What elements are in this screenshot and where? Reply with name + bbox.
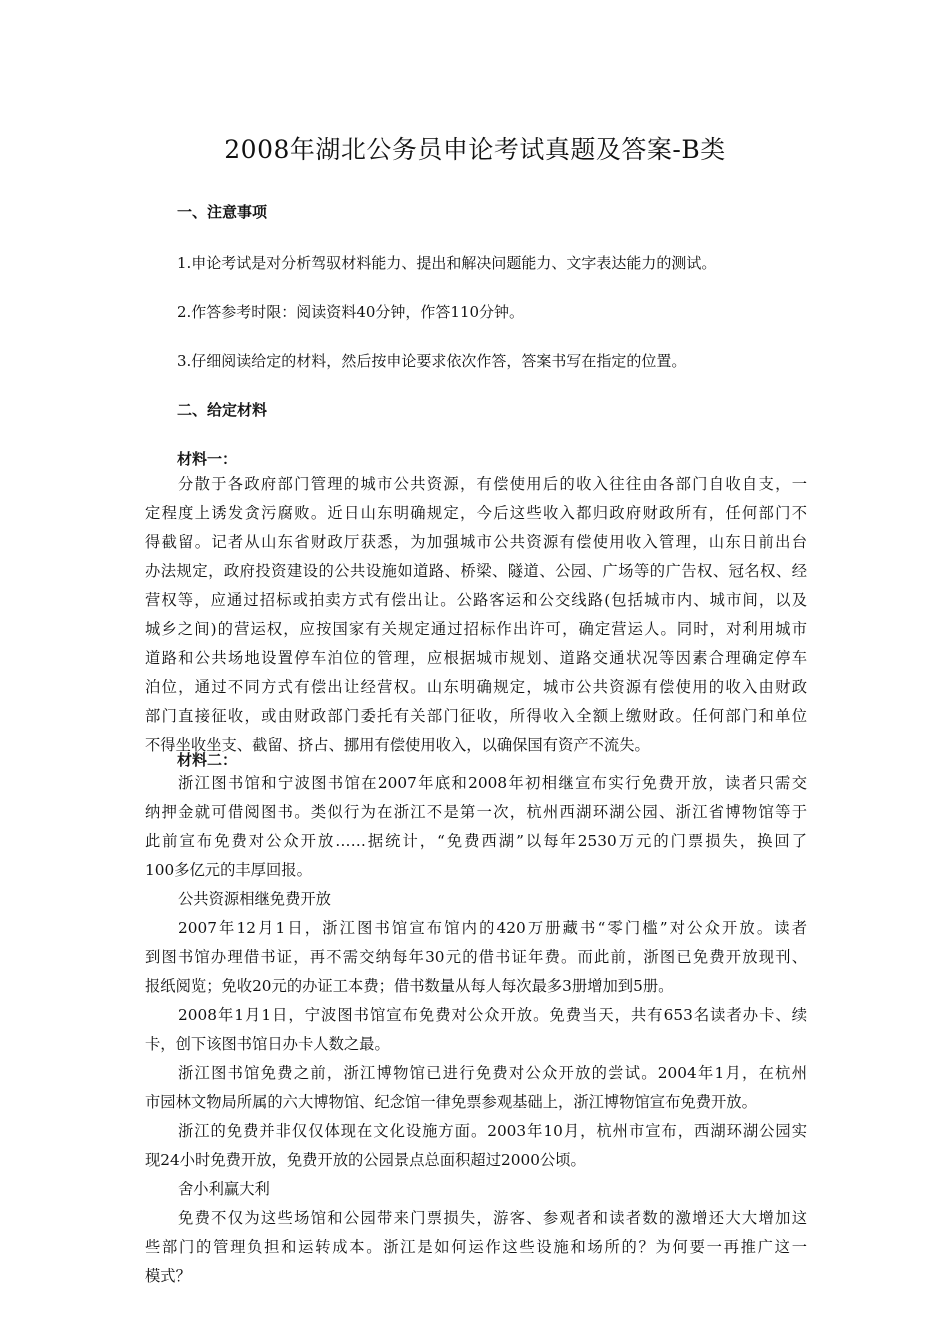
paragraph-line: 办法规定，政府投资建设的公共设施如道路、桥梁、隧道、公园、广场等的广告权、冠名权、经 <box>145 562 807 580</box>
paragraph-line: 市园林文物局所属的六大博物馆、纪念馆一律免票参观基础上，浙江博物馆宣布免费开放。 <box>145 1093 757 1111</box>
material-2-body <box>145 769 807 1291</box>
section-heading-notes: 一、注意事项 <box>177 203 268 221</box>
paragraph-line: 泊位，通过不同方式有偿出让经营权。山东明确规定，城市公共资源有偿使用的收入由财政 <box>145 678 807 696</box>
paragraph-line: 部门直接征收，或由财政部门委托有关部门征收，所得收入全额上缴财政。任何部门和单位 <box>145 707 807 725</box>
paragraph-line: 报纸阅览；免收20元的办证工本费；借书数量从每人每次最多3册增加到5册。 <box>145 977 674 995</box>
paragraph-line: 浙江图书馆和宁波图书馆在2007年底和2008年初相继宣布实行免费开放，读者只需交 <box>178 774 807 792</box>
note-item-1: 1.申论考试是对分析驾驭材料能力、提出和解决问题能力、文字表达能力的测试。 <box>177 254 717 272</box>
paragraph-line: 2008年1月1日，宁波图书馆宣布免费对公众开放。免费当天，共有653名读者办卡、续 <box>178 1006 807 1024</box>
paragraph-line: 分散于各政府部门管理的城市公共资源，有偿使用后的收入往往由各部门自收自支，一 <box>178 475 807 493</box>
subheading: 公共资源相继免费开放 <box>178 890 331 908</box>
material-1-body <box>145 470 807 760</box>
paragraph-line: 浙江的免费并非仅仅体现在文化设施方面。2003年10月，杭州市宣布，西湖环湖公园实 <box>178 1122 807 1140</box>
paragraph-line: 定程度上诱发贪污腐败。近日山东明确规定，今后这些收入都归政府财政所有，任何部门不 <box>145 504 807 522</box>
note-item-3: 3.仔细阅读给定的材料，然后按申论要求依次作答，答案书写在指定的位置。 <box>177 352 687 370</box>
paragraph-line: 浙江图书馆免费之前，浙江博物馆已进行免费对公众开放的尝试。2004年1月，在杭州 <box>178 1064 807 1082</box>
paragraph-line: 城乡之间)的营运权，应按国家有关规定通过招标作出许可，确定营运人。同时，对利用城市 <box>145 620 807 638</box>
paragraph-line: 2007年12月1日，浙江图书馆宣布馆内的420万册藏书“零门槛”对公众开放。读者 <box>178 919 807 937</box>
paragraph-line: 现24小时免费开放，免费开放的公园景点总面积超过2000公顷。 <box>145 1151 586 1169</box>
paragraph-line: 此前宣布免费对公众开放……据统计，“免费西湖”以每年2530万元的门票损失，换回了 <box>145 832 807 850</box>
subheading: 舍小利赢大利 <box>178 1180 270 1198</box>
document-title: 2008年湖北公务员申论考试真题及答案-B类 <box>224 135 726 164</box>
paragraph-line: 100多亿元的丰厚回报。 <box>145 861 312 879</box>
paragraph-line: 卡，创下该图书馆日办卡人数之最。 <box>145 1035 390 1053</box>
paragraph-line: 模式？ <box>145 1267 191 1285</box>
section-heading-materials: 二、给定材料 <box>177 401 268 419</box>
paragraph-line: 些部门的管理负担和运转成本。浙江是如何运作这些设施和场所的？为何要一再推广这一 <box>145 1238 807 1256</box>
paragraph-line: 不得坐收坐支、截留、挤占、挪用有偿使用收入，以确保国有资产不流失。 <box>145 736 650 754</box>
paragraph-line: 免费不仅为这些场馆和公园带来门票损失，游客、参观者和读者数的激增还大大增加这 <box>178 1209 807 1227</box>
paragraph-line: 道路和公共场地设置停车泊位的管理，应根据城市规划、道路交通状况等因素合理确定停车 <box>145 649 807 667</box>
paragraph-line: 营权等，应通过招标或拍卖方式有偿出让。公路客运和公交线路(包括城市内、城市间，以及 <box>145 591 807 609</box>
paragraph-line: 纳押金就可借阅图书。类似行为在浙江不是第一次，杭州西湖环湖公园、浙江省博物馆等于 <box>145 803 807 821</box>
material-2-heading: 材料二： <box>177 751 238 769</box>
material-1-heading: 材料一： <box>177 450 238 468</box>
paragraph-line: 得截留。记者从山东省财政厅获悉，为加强城市公共资源有偿使用收入管理，山东日前出台 <box>145 533 807 551</box>
paragraph-line: 到图书馆办理借书证，再不需交纳每年30元的借书证年费。而此前，浙图已免费开放现刊、 <box>145 948 807 966</box>
note-item-2: 2.作答参考时限：阅读资料40分钟，作答110分钟。 <box>177 303 525 321</box>
